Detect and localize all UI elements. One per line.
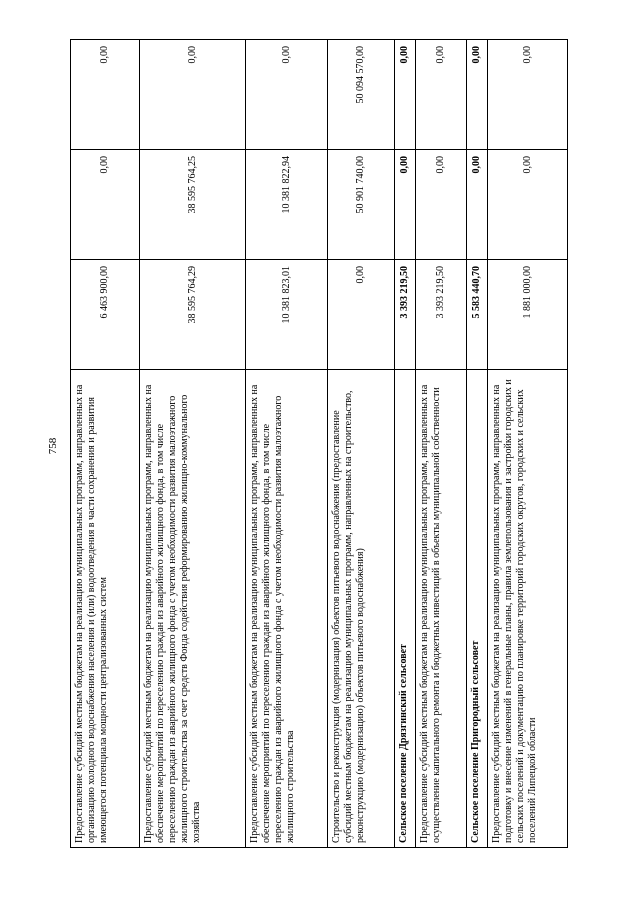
row-value-3: 0,00 xyxy=(488,40,568,150)
row-value-3: 0,00 xyxy=(416,40,467,150)
row-description: Предоставление субсидий местным бюджетам на реализацию муниципальных программ, направленных на обеспечение мероприятий по переселению граждан из аварийного жилищного фонда, в том числе переселению граждан из аварийного жилищного фонда с учетом необходимости развития малоэтажного жилищного строительства за счет средств Фонда содействия реформированию жилищно-коммунального хозяйства xyxy=(139,370,246,848)
row-value-3: 0,00 xyxy=(394,40,415,150)
row-description: Предоставление субсидий местным бюджетам на реализацию муниципальных программ, направленных на осуществление капитального ремонта и бюджетных инвестиций в объекты муниципальной собственности xyxy=(416,370,467,848)
row-value-1: 3 393 219,50 xyxy=(416,260,467,370)
row-value-3: 0,00 xyxy=(467,40,488,150)
row-value-3: 0,00 xyxy=(246,40,328,150)
table-row xyxy=(328,40,395,848)
row-value-2: 0,00 xyxy=(416,150,467,260)
row-description: Предоставление субсидий местным бюджетам на реализацию муниципальных программ, направленных на подготовку и внесение изменений в генеральные планы, правила землепользования и застройки городских и сельских поселений и документацию по планировке территорий городских округов, городских и сельских поселений Липецкой области xyxy=(488,370,568,848)
table-body xyxy=(71,40,568,848)
table-row xyxy=(467,40,488,848)
row-value-2: 38 595 764,25 xyxy=(139,150,246,260)
row-value-3: 0,00 xyxy=(71,40,140,150)
row-value-1: 38 595 764,29 xyxy=(139,260,246,370)
budget-table-container xyxy=(70,40,568,848)
row-description: Предоставление субсидий местным бюджетам на реализацию муниципальных программ, направленных на организацию холодного водоснабжения населения и (или) водоотведения в части сохранения и развития имеющегося потенциала мощности централизованных систем xyxy=(71,370,140,848)
table-row xyxy=(71,40,140,848)
row-value-2: 0,00 xyxy=(394,150,415,260)
row-value-2: 0,00 xyxy=(71,150,140,260)
table-row xyxy=(394,40,415,848)
row-description: Строительство и реконструкция (модернизация) объектов питьевого водоснабжения (предоставление субсидий местным бюджетам на реализацию муниципальных программ, направленных на строительство, реконструкцию (модернизацию) объектов питьевого водоснабжения) xyxy=(328,370,395,848)
row-description: Сельское поселение Пригородный сельсовет xyxy=(467,370,488,848)
row-value-1: 6 463 900,00 xyxy=(71,260,140,370)
row-value-1: 10 381 823,01 xyxy=(246,260,328,370)
page-number: 758 xyxy=(47,437,59,455)
row-value-2: 0,00 xyxy=(467,150,488,260)
table-row xyxy=(246,40,328,848)
row-value-3: 50 094 570,00 xyxy=(328,40,395,150)
row-value-2: 10 381 822,94 xyxy=(246,150,328,260)
row-value-1: 1 881 000,00 xyxy=(488,260,568,370)
row-value-1: 5 583 440,70 xyxy=(467,260,488,370)
table-row xyxy=(139,40,246,848)
row-value-1: 0,00 xyxy=(328,260,395,370)
table-row xyxy=(488,40,568,848)
table-row xyxy=(416,40,467,848)
row-value-2: 0,00 xyxy=(488,150,568,260)
row-value-2: 50 901 740,00 xyxy=(328,150,395,260)
row-description: Сельское поселение Дрязгинский сельсовет xyxy=(394,370,415,848)
budget-table xyxy=(70,39,568,848)
row-description: Предоставление субсидий местным бюджетам на реализацию муниципальных программ, направленных на обеспечение мероприятий по переселению граждан из аварийного жилищного фонда, в том числе переселению граждан из аварийного жилищного фонда с учетом необходимости развития малоэтажного жилищного строительства xyxy=(246,370,328,848)
row-value-1: 3 393 219,50 xyxy=(394,260,415,370)
row-value-3: 0,00 xyxy=(139,40,246,150)
